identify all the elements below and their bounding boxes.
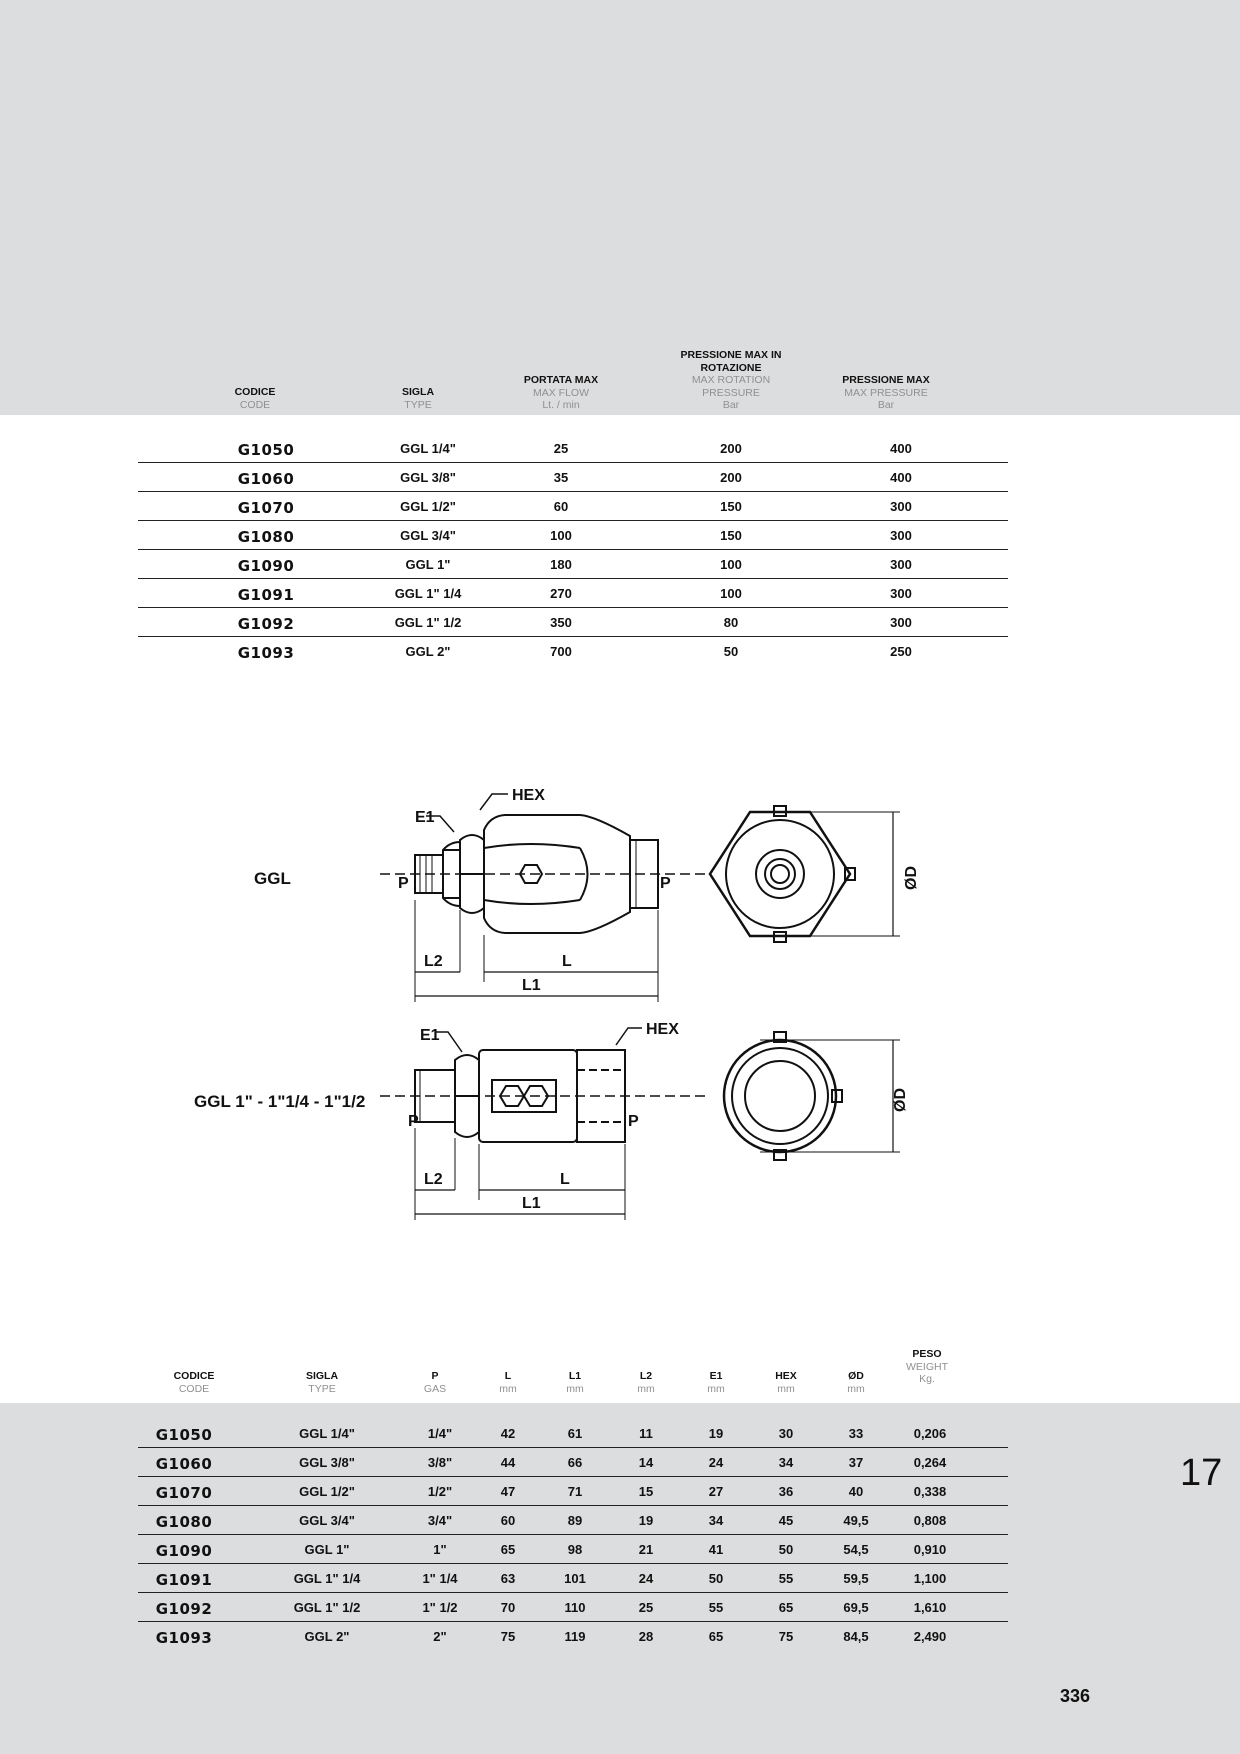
t2-cell-od: 69,5 <box>843 1600 869 1615</box>
t2-cell-l2: 28 <box>638 1629 654 1644</box>
t2-cell-weight: 1,610 <box>913 1600 947 1615</box>
technical-drawing <box>380 770 940 1240</box>
t2-header-code: CODICE CODE <box>173 1370 215 1395</box>
t2-cell-weight: 1,100 <box>913 1571 947 1586</box>
t2-cell-hex: 36 <box>778 1484 794 1499</box>
callout-l2-bottom: L2 <box>424 1171 443 1188</box>
t2-header-e1: E1 mm <box>707 1370 725 1395</box>
t2-cell-weight: 0,206 <box>913 1426 947 1441</box>
t2-cell-l: 70 <box>500 1600 516 1615</box>
t1-cell-max-pressure: 250 <box>890 644 912 659</box>
t2-cell-weight: 0,264 <box>913 1455 947 1470</box>
t2-cell-od: 54,5 <box>843 1542 869 1557</box>
top-front-view <box>710 806 900 942</box>
t1-cell-max-pressure: 300 <box>890 499 912 514</box>
callout-e1-top: E1 <box>415 809 435 826</box>
t2-cell-p: 1/4" <box>427 1426 453 1441</box>
t1-cell-max-pressure: 300 <box>890 586 912 601</box>
t2-cell-type: GGL 3/4" <box>299 1513 355 1528</box>
t1-cell-max-flow: 350 <box>550 615 572 630</box>
t2-cell-code: G1070 <box>155 1484 213 1502</box>
t2-cell-l1: 110 <box>564 1600 586 1615</box>
t2-cell-e1: 50 <box>708 1571 724 1586</box>
t1-cell-max-rotation-pressure: 50 <box>723 644 739 659</box>
t1-cell-max-rotation-pressure: 150 <box>720 499 742 514</box>
table-row <box>138 492 1008 521</box>
t2-cell-p: 1" <box>433 1542 447 1557</box>
t2-cell-hex: 65 <box>778 1600 794 1615</box>
t2-cell-l: 44 <box>500 1455 516 1470</box>
table-row <box>138 1477 1008 1506</box>
table-row <box>138 550 1008 579</box>
t2-cell-hex: 50 <box>778 1542 794 1557</box>
t1-cell-code: G1080 <box>237 528 295 546</box>
t1-cell-max-flow: 25 <box>553 441 569 456</box>
t1-cell-max-flow: 180 <box>550 557 572 572</box>
callout-l1-bottom: L1 <box>522 1195 541 1212</box>
t1-cell-code: G1091 <box>237 586 295 604</box>
t1-header-type: SIGLA TYPE <box>401 386 435 411</box>
t2-cell-l: 63 <box>500 1571 516 1586</box>
t2-cell-weight: 0,808 <box>913 1513 947 1528</box>
t2-cell-p: 1" 1/4 <box>422 1571 458 1586</box>
t1-cell-type: GGL 2" <box>405 644 451 659</box>
t1-header-max-pressure: PRESSIONE MAX MAX PRESSURE Bar <box>842 374 930 411</box>
callout-p-out-bottom: P <box>628 1113 639 1130</box>
page-number: 336 <box>1060 1686 1091 1706</box>
t2-cell-code: G1050 <box>155 1426 213 1444</box>
t2-cell-od: 49,5 <box>843 1513 869 1528</box>
callout-p-in-top: P <box>398 875 409 892</box>
t2-cell-l: 65 <box>500 1542 516 1557</box>
t2-cell-type: GGL 1/4" <box>299 1426 355 1441</box>
t2-cell-weight: 0,338 <box>913 1484 947 1499</box>
table-row <box>138 1564 1008 1593</box>
t1-cell-max-flow: 100 <box>550 528 572 543</box>
t2-cell-code: G1093 <box>155 1629 213 1647</box>
t2-cell-l1: 89 <box>567 1513 583 1528</box>
t1-cell-code: G1090 <box>237 557 295 575</box>
t1-cell-max-rotation-pressure: 100 <box>720 557 742 572</box>
callout-l-top: L <box>562 953 572 970</box>
t2-header-weight: PESO WEIGHT Kg. <box>906 1348 948 1385</box>
callout-l-bottom: L <box>560 1171 570 1188</box>
t2-cell-l: 60 <box>500 1513 516 1528</box>
t1-cell-max-flow: 700 <box>550 644 572 659</box>
t2-cell-e1: 24 <box>708 1455 724 1470</box>
t2-cell-hex: 45 <box>778 1513 794 1528</box>
t2-cell-l2: 21 <box>638 1542 654 1557</box>
t2-cell-p: 1" 1/2 <box>422 1600 458 1615</box>
t1-cell-max-rotation-pressure: 200 <box>720 470 742 485</box>
t2-cell-od: 37 <box>848 1455 864 1470</box>
t1-cell-type: GGL 1/4" <box>400 441 456 456</box>
t2-cell-e1: 41 <box>708 1542 724 1557</box>
t2-cell-l: 47 <box>500 1484 516 1499</box>
callout-hex-top: HEX <box>512 787 545 804</box>
t2-cell-code: G1090 <box>155 1542 213 1560</box>
t2-header-hex: HEX mm <box>775 1370 797 1395</box>
t2-cell-e1: 65 <box>708 1629 724 1644</box>
t1-cell-type: GGL 3/8" <box>400 470 456 485</box>
t1-cell-max-pressure: 300 <box>890 528 912 543</box>
table-row <box>138 608 1008 637</box>
t2-cell-type: GGL 3/8" <box>299 1455 355 1470</box>
callout-l2-top: L2 <box>424 953 443 970</box>
t2-cell-l1: 101 <box>564 1571 586 1586</box>
t2-cell-code: G1092 <box>155 1600 213 1618</box>
t1-cell-max-flow: 60 <box>553 499 569 514</box>
t2-cell-l1: 98 <box>567 1542 583 1557</box>
top-grey-band <box>0 0 1240 415</box>
table-row <box>138 579 1008 608</box>
t2-cell-e1: 55 <box>708 1600 724 1615</box>
t2-cell-type: GGL 1" 1/2 <box>293 1600 361 1615</box>
table-row <box>138 1535 1008 1564</box>
t1-cell-max-flow: 35 <box>553 470 569 485</box>
t2-cell-l: 75 <box>500 1629 516 1644</box>
t2-cell-l1: 66 <box>567 1455 583 1470</box>
callout-e1-bottom: E1 <box>420 1027 440 1044</box>
t1-cell-code: G1093 <box>237 644 295 662</box>
callout-od-bottom: ØD <box>892 1088 909 1112</box>
t2-cell-p: 1/2" <box>427 1484 453 1499</box>
callout-od-top: ØD <box>903 866 920 890</box>
t2-cell-l2: 14 <box>638 1455 654 1470</box>
label-ggl: GGL <box>254 869 291 888</box>
t2-cell-hex: 75 <box>778 1629 794 1644</box>
t1-cell-type: GGL 1/2" <box>400 499 456 514</box>
t2-cell-p: 3/8" <box>427 1455 453 1470</box>
callout-p-in-bottom: P <box>408 1113 419 1130</box>
t1-cell-max-pressure: 300 <box>890 557 912 572</box>
t2-cell-od: 59,5 <box>843 1571 869 1586</box>
t2-cell-type: GGL 1/2" <box>299 1484 355 1499</box>
t1-cell-max-pressure: 400 <box>890 470 912 485</box>
section-tab-number: 17 <box>1180 1452 1223 1494</box>
t2-cell-hex: 34 <box>778 1455 794 1470</box>
t1-header-code: CODICE CODE <box>234 386 276 411</box>
t1-cell-max-pressure: 300 <box>890 615 912 630</box>
t2-cell-type: GGL 1" 1/4 <box>293 1571 361 1586</box>
t1-cell-max-pressure: 400 <box>890 441 912 456</box>
t1-cell-type: GGL 1" 1/2 <box>394 615 462 630</box>
t1-cell-type: GGL 1" 1/4 <box>394 586 462 601</box>
t1-cell-max-rotation-pressure: 80 <box>723 615 739 630</box>
t1-cell-code: G1050 <box>237 441 295 459</box>
table-row <box>138 1593 1008 1622</box>
t2-cell-l1: 71 <box>567 1484 583 1499</box>
t2-cell-l2: 15 <box>638 1484 654 1499</box>
t2-cell-code: G1080 <box>155 1513 213 1531</box>
t2-cell-e1: 19 <box>708 1426 724 1441</box>
t2-cell-p: 3/4" <box>427 1513 453 1528</box>
t2-header-type: SIGLA TYPE <box>305 1370 339 1395</box>
table1 <box>138 434 1008 665</box>
t2-cell-l2: 11 <box>639 1426 653 1441</box>
t2-cell-l2: 19 <box>638 1513 654 1528</box>
t1-cell-code: G1070 <box>237 499 295 517</box>
table2 <box>138 1419 1008 1650</box>
t2-cell-l1: 119 <box>564 1629 586 1644</box>
t2-cell-l: 42 <box>500 1426 516 1441</box>
t2-cell-hex: 55 <box>778 1571 794 1586</box>
callout-l1-top: L1 <box>522 977 541 994</box>
t1-cell-type: GGL 3/4" <box>400 528 456 543</box>
t1-cell-max-rotation-pressure: 100 <box>720 586 742 601</box>
t1-cell-type: GGL 1" <box>405 557 451 572</box>
table-row <box>138 1506 1008 1535</box>
t2-header-l2: L2 mm <box>637 1370 655 1395</box>
t1-header-flow: PORTATA MAX MAX FLOW Lt. / min <box>523 374 599 411</box>
t2-cell-od: 33 <box>848 1426 864 1441</box>
t2-cell-p: 2" <box>433 1629 447 1644</box>
callout-hex-bottom: HEX <box>646 1021 679 1038</box>
t2-cell-code: G1060 <box>155 1455 213 1473</box>
t1-cell-max-rotation-pressure: 200 <box>720 441 742 456</box>
table-row <box>138 1419 1008 1448</box>
t2-header-od: ØD mm <box>847 1370 865 1395</box>
t2-cell-l2: 25 <box>638 1600 654 1615</box>
t2-cell-e1: 27 <box>708 1484 724 1499</box>
table-row <box>138 434 1008 463</box>
table-row <box>138 637 1008 665</box>
table-row <box>138 1622 1008 1650</box>
t2-cell-weight: 2,490 <box>913 1629 947 1644</box>
bottom-side-view <box>380 1028 710 1220</box>
table-row <box>138 521 1008 550</box>
t2-cell-od: 40 <box>848 1484 864 1499</box>
t2-cell-weight: 0,910 <box>913 1542 947 1557</box>
table-row <box>138 1448 1008 1477</box>
t2-cell-type: GGL 1" <box>304 1542 350 1557</box>
bottom-front-view <box>724 1032 900 1160</box>
callout-p-out-top: P <box>660 875 671 892</box>
t1-cell-code: G1060 <box>237 470 295 488</box>
t2-cell-l1: 61 <box>567 1426 583 1441</box>
table-row <box>138 463 1008 492</box>
t1-cell-max-flow: 270 <box>550 586 572 601</box>
t1-header-rotation-pressure: PRESSIONE MAX IN ROTAZIONE MAX ROTATION PRESSURE Bar <box>680 349 782 411</box>
t2-header-l: L mm <box>499 1370 517 1395</box>
t1-cell-code: G1092 <box>237 615 295 633</box>
label-ggl-large: GGL 1" - 1"1/4 - 1"1/2 <box>194 1092 366 1111</box>
t2-cell-hex: 30 <box>778 1426 794 1441</box>
t2-cell-l2: 24 <box>638 1571 654 1586</box>
t2-cell-e1: 34 <box>708 1513 724 1528</box>
t2-header-p: P GAS <box>423 1370 447 1395</box>
t2-cell-od: 84,5 <box>843 1629 869 1644</box>
t2-header-l1: L1 mm <box>566 1370 584 1395</box>
t2-cell-type: GGL 2" <box>304 1629 350 1644</box>
t2-cell-code: G1091 <box>155 1571 213 1589</box>
t1-cell-max-rotation-pressure: 150 <box>720 528 742 543</box>
